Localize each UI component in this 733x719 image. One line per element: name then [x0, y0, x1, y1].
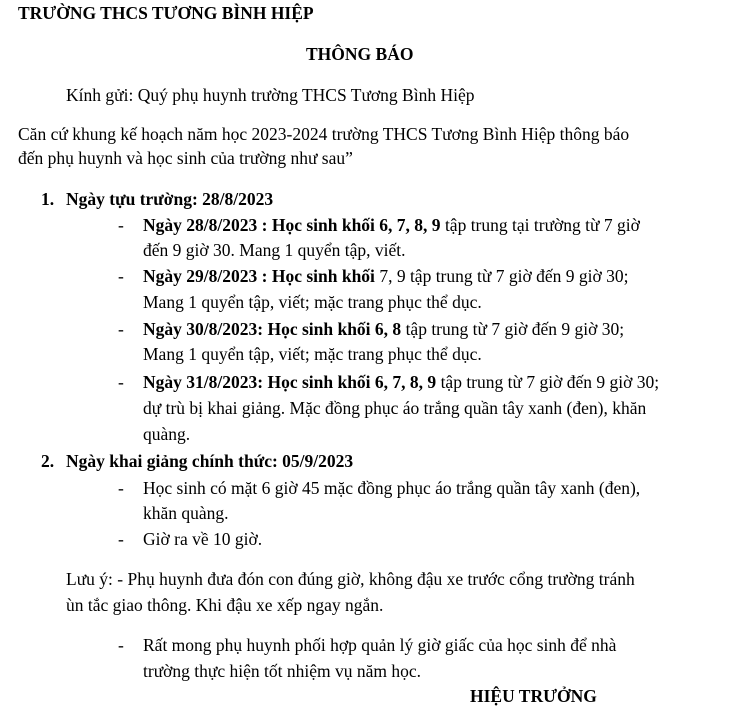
item-line-2: đến 9 giờ 30. Mang 1 quyển tập, viết.: [143, 240, 406, 260]
signature-title: HIỆU TRƯỞNG: [470, 686, 597, 706]
bullet-dash: -: [118, 372, 124, 392]
section-2-heading: Ngày khai giảng chính thức: 05/9/2023: [66, 451, 354, 471]
item-date: Ngày 31/8/2023: [143, 372, 258, 392]
item-line-2: Mang 1 quyển tập, viết; mặc trang phục thể dục.: [143, 344, 482, 364]
item-date: Ngày 28/8/2023: [143, 215, 258, 235]
item-separator: :: [257, 319, 268, 339]
item-line-2: dự trù bị khai giảng. Mặc đồng phục áo trắng quần tây xanh (đen), khăn: [143, 398, 647, 418]
item-separator: :: [257, 266, 272, 286]
greeting: Kính gửi: Quý phụ huynh trường THCS Tương Bình Hiệp: [66, 85, 475, 105]
intro-line-2: đến phụ huynh và học sinh của trường như sau”: [18, 148, 353, 168]
item-text: tập trung tại trường từ 7 giờ: [440, 215, 640, 235]
item-text: 7, 9 tập trung từ 7 giờ đến 9 giờ 30;: [374, 266, 629, 286]
section-2-number: 2.: [41, 451, 55, 471]
bullet-dash: -: [118, 215, 124, 235]
item-date: Ngày 29/8/2023: [143, 266, 258, 286]
item-line-2: khăn quàng.: [143, 503, 229, 523]
bullet-dash: -: [118, 635, 124, 655]
bullet-dash: -: [118, 319, 124, 339]
section-1-heading: Ngày tựu trường: 28/8/2023: [66, 189, 274, 209]
bullet-dash: -: [118, 529, 124, 549]
item-line-1: Học sinh có mặt 6 giờ 45 mặc đồng phục áo trắng quần tây xanh (đen),: [143, 478, 641, 498]
item-text: tập trung từ 7 giờ đến 9 giờ 30;: [436, 372, 660, 392]
note-line-1: Lưu ý: - Phụ huynh đưa đón con đúng giờ, không đậu xe trước cổng trường tránh: [66, 569, 635, 589]
item-group: Học sinh khối: [271, 266, 375, 286]
school-name: TRƯỜNG THCS TƯƠNG BÌNH HIỆP: [18, 3, 314, 23]
item-text: tập trung từ 7 giờ đến 9 giờ 30;: [401, 319, 625, 339]
page-title: THÔNG BÁO: [306, 44, 414, 64]
intro-line-1: Căn cứ khung kế hoạch năm học 2023-2024 trường THCS Tương Bình Hiệp thông báo: [18, 124, 630, 144]
item-date: Ngày 30/8/2023: [143, 319, 258, 339]
item-group: Học sinh khối 6, 7, 8, 9: [271, 215, 441, 235]
section-1-number: 1.: [41, 189, 55, 209]
bullet-dash: -: [118, 478, 124, 498]
item-group: Học sinh khối 6, 8: [267, 319, 402, 339]
item-line-1: Giờ ra về 10 giờ.: [143, 529, 263, 549]
bullet-dash: -: [118, 266, 124, 286]
note-line-2: ùn tắc giao thông. Khi đậu xe xếp ngay ngắn.: [66, 595, 384, 615]
item-separator: :: [257, 372, 268, 392]
closing-line-2: trường thực hiện tốt nhiệm vụ năm học.: [143, 661, 422, 681]
item-separator: :: [257, 215, 272, 235]
item-group: Học sinh khối 6, 7, 8, 9: [267, 372, 437, 392]
item-line-2: Mang 1 quyển tập, viết; mặc trang phục thể dục.: [143, 292, 482, 312]
closing-line-1: Rất mong phụ huynh phối hợp quản lý giờ giấc của học sinh để nhà: [143, 635, 617, 655]
item-line-3: quàng.: [143, 424, 191, 444]
